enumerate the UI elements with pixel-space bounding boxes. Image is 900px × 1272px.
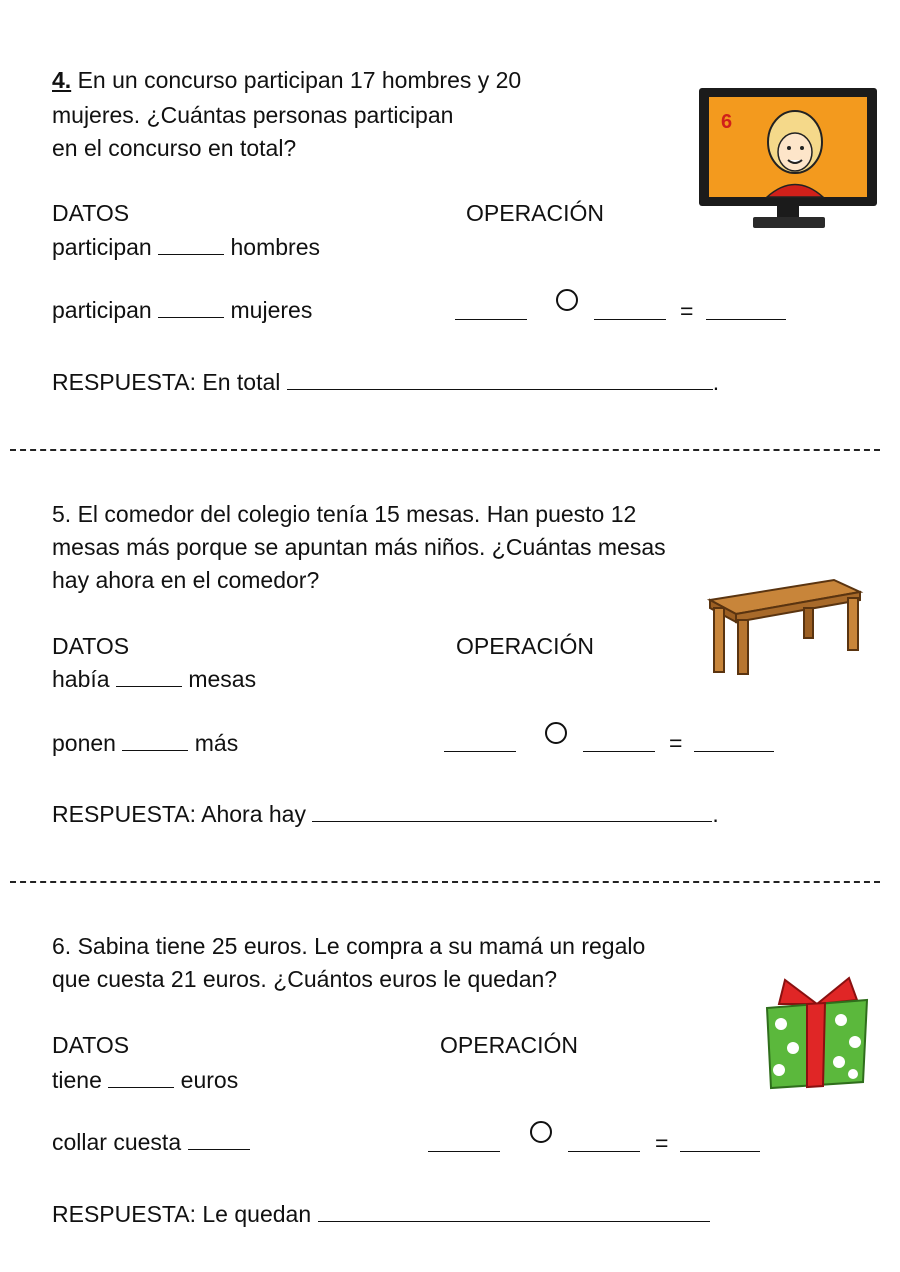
problem-5-datos-label: DATOS [52, 633, 130, 659]
equals-sign: = [655, 1130, 669, 1156]
respuesta-label: RESPUESTA: Le quedan [52, 1201, 312, 1227]
problem-6-question-line: que cuesta 21 euros. ¿Cuántos euros le quedan? [52, 966, 558, 992]
problem-4-respuesta [52, 368, 719, 396]
period: . [712, 369, 720, 395]
television-icon [697, 86, 879, 232]
answer-blank[interactable] [287, 369, 713, 390]
result-blank[interactable] [706, 299, 786, 320]
problem-5-respuesta [52, 800, 719, 828]
result-blank[interactable] [680, 1131, 760, 1152]
problem-6-datos-label: DATOS [52, 1032, 130, 1058]
answer-blank[interactable] [158, 297, 224, 318]
problem-5-line-1 [52, 500, 636, 528]
result-blank[interactable] [694, 731, 774, 752]
answer-blank[interactable] [158, 234, 224, 255]
dato-label: collar cuesta [52, 1129, 182, 1155]
problem-4-dato-1 [52, 233, 320, 261]
operand-blank[interactable] [594, 299, 666, 320]
operand-blank[interactable] [444, 731, 516, 752]
operand-blank[interactable] [583, 731, 655, 752]
problem-5-number: 5. [52, 501, 72, 527]
section-divider [10, 881, 880, 883]
problem-4-number: 4. [52, 67, 72, 93]
problem-6-operacion-label: OPERACIÓN [440, 1032, 579, 1058]
problem-6-question-line: Sabina tiene 25 euros. Le compra a su mamá un regalo [77, 933, 646, 959]
section-divider [10, 449, 880, 451]
period: . [712, 801, 719, 827]
dato-label: mesas [188, 666, 257, 692]
dato-label: euros [180, 1067, 239, 1093]
problem-5-operacion-label: OPERACIÓN [456, 633, 595, 659]
equals-sign: = [669, 730, 683, 756]
answer-blank[interactable] [108, 1067, 174, 1088]
problem-5-question-line: mesas más porque se apuntan más niños. ¿Cuántas mesas [52, 534, 666, 560]
problem-5-dato-2 [52, 729, 238, 757]
problem-4-question-line: en el concurso en total? [52, 135, 297, 161]
problem-6-dato-1 [52, 1066, 238, 1094]
dato-label: más [194, 730, 239, 756]
dato-label: participan [52, 234, 152, 260]
dato-label: participan [52, 297, 152, 323]
operand-blank[interactable] [428, 1131, 500, 1152]
problem-4-question-line: mujeres. ¿Cuántas personas participan [52, 102, 454, 128]
dato-label: tiene [52, 1067, 102, 1093]
answer-blank[interactable] [318, 1201, 710, 1222]
problem-6-number: 6. [52, 933, 72, 959]
operator-circle[interactable] [556, 289, 578, 311]
dato-label: hombres [230, 234, 320, 260]
operand-blank[interactable] [455, 299, 527, 320]
operator-circle[interactable] [545, 722, 567, 744]
problem-6-respuesta [52, 1200, 710, 1228]
table-icon [706, 578, 864, 678]
tv-screen-number: 6 [721, 111, 733, 133]
respuesta-label: RESPUESTA: Ahora hay [52, 801, 306, 827]
answer-blank[interactable] [122, 730, 188, 751]
problem-6-dato-2 [52, 1128, 250, 1156]
problem-4-question-line: En un concurso participan 17 hombres y 20 [77, 67, 522, 93]
problem-5-question-line: hay ahora en el comedor? [52, 567, 320, 593]
answer-blank[interactable] [116, 666, 182, 687]
problem-5-question-line: El comedor del colegio tenía 15 mesas. Han puesto 12 [77, 501, 637, 527]
dato-label: había [52, 666, 110, 692]
problem-4-datos-label: DATOS [52, 200, 130, 226]
operator-circle[interactable] [530, 1121, 552, 1143]
respuesta-label: RESPUESTA: En total [52, 369, 281, 395]
problem-4-operacion-label: OPERACIÓN [466, 200, 605, 226]
equals-sign: = [680, 298, 694, 324]
problem-4-dato-2 [52, 296, 312, 324]
answer-blank[interactable] [312, 801, 712, 822]
answer-blank[interactable] [188, 1129, 250, 1150]
problem-4-line-1 [52, 66, 521, 94]
problem-5-dato-1 [52, 665, 256, 693]
dato-label: mujeres [230, 297, 313, 323]
dato-label: ponen [52, 730, 116, 756]
operand-blank[interactable] [568, 1131, 640, 1152]
problem-6-line-1 [52, 932, 645, 960]
gift-icon [763, 970, 871, 1098]
